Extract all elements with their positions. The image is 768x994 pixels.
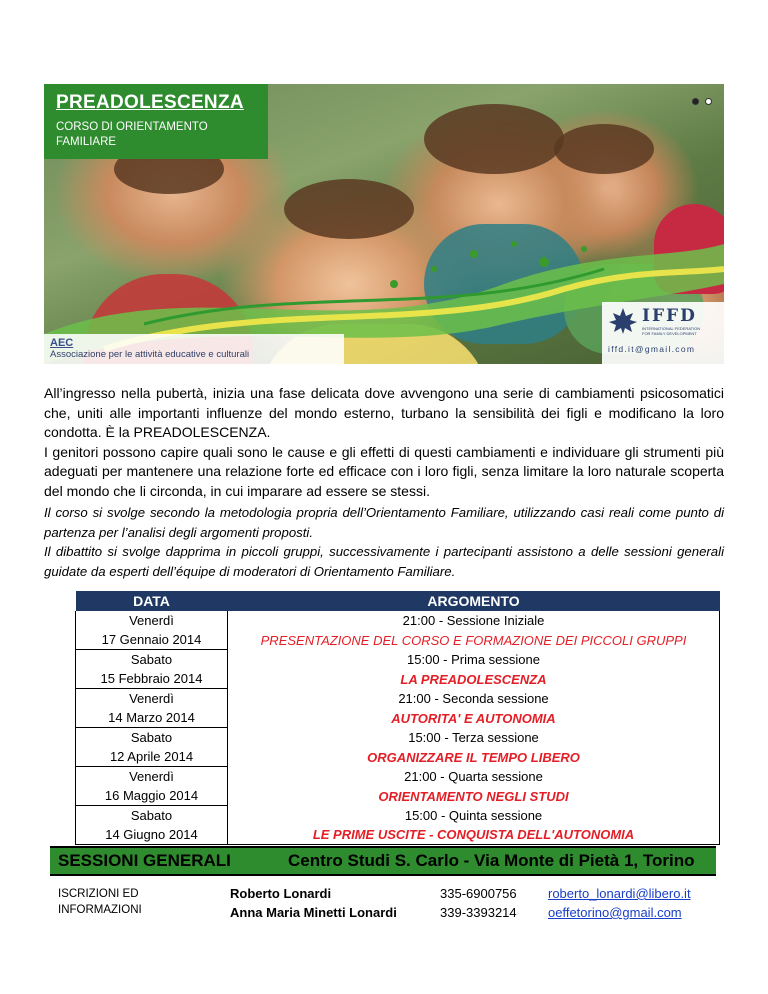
table-row (76, 630, 720, 650)
date-cell: 14 Giugno 2014 (76, 825, 228, 845)
contact-phone: 339-3393214 (440, 905, 517, 920)
date-cell: 16 Maggio 2014 (76, 786, 228, 806)
contact-phone: 335-6900756 (440, 886, 517, 901)
day-cell: Sabato (76, 650, 228, 670)
day-cell: Venerdì (76, 767, 228, 787)
contacts-label: ISCRIZIONI ED INFORMAZIONI (58, 888, 142, 916)
banner-title-box (44, 84, 268, 159)
intro-paragraph: I genitori possono capire quali sono le cause e gli effetti di questi cambiamenti e individuare gli strumenti più adeguati per mantenere una relazione forte ed efficace con i loro figli, senza limitare la loro naturale scoperta del mondo che li circonda, in cui imparare ad essere se stessi. (44, 443, 724, 499)
topic-cell: ORGANIZZARE IL TEMPO LIBERO (228, 747, 720, 767)
table-row (76, 825, 720, 845)
general-sessions-label: SESSIONI GENERALI (58, 851, 231, 870)
topic-cell: PRESENTAZIONE DEL CORSO E FORMAZIONE DEI PICCOLI GRUPPI (228, 630, 720, 650)
table-row (76, 806, 720, 826)
date-cell: 17 Gennaio 2014 (76, 630, 228, 650)
carousel-dot[interactable] (705, 98, 712, 105)
table-row (76, 728, 720, 748)
iffd-logo-box (602, 302, 724, 364)
carousel-dot[interactable] (692, 98, 699, 105)
column-header-topic: ARGOMENTO (228, 591, 720, 611)
method-text (44, 503, 724, 581)
day-cell: Sabato (76, 806, 228, 826)
date-cell: 15 Febbraio 2014 (76, 669, 228, 689)
aec-name[interactable]: AEC (50, 337, 74, 349)
contact-emails (548, 884, 691, 922)
intro-text (44, 384, 724, 501)
contact-name: Roberto Lonardi (230, 886, 332, 901)
session-cell: 15:00 - Quinta sessione (228, 806, 720, 826)
aec-description: Associazione per le attività educative e culturali (50, 349, 250, 360)
day-cell: Venerdì (76, 611, 228, 630)
aec-credit (44, 334, 344, 364)
table-row (76, 689, 720, 709)
contact-name: Anna Maria Minetti Lonardi (230, 905, 397, 920)
date-cell: 12 Aprile 2014 (76, 747, 228, 767)
table-row (76, 747, 720, 767)
topic-cell: LA PREADOLESCENZA (228, 669, 720, 689)
table-row (76, 611, 720, 630)
contact-email-link[interactable]: oeffetorino@gmail.com (548, 905, 682, 920)
iffd-subtitle: INTERNATIONAL FEDERATION FOR FAMILY DEVELOPMENT (642, 326, 701, 336)
schedule-table (75, 591, 720, 845)
table-row (76, 669, 720, 689)
iffd-letters: IFFD (642, 306, 697, 326)
session-cell: 15:00 - Terza sessione (228, 728, 720, 748)
topic-cell: LE PRIME USCITE - CONQUISTA DELL'AUTONOMIA (228, 825, 720, 845)
banner-title: PREADOLESCENZA (56, 92, 244, 113)
table-row (76, 786, 720, 806)
day-cell: Sabato (76, 728, 228, 748)
banner-subtitle: CORSO DI ORIENTAMENTO FAMILIARE (56, 121, 208, 148)
day-cell: Venerdì (76, 689, 228, 709)
carousel-dots (692, 98, 712, 105)
intro-paragraph: All’ingresso nella pubertà, inizia una fase delicata dove avvengono una serie di cambiamenti psicosomatici che, uniti alle importanti influenze del mondo esterno, turbano la sensibilità dei figli e modificano la loro condotta. È la PREADOLESCENZA. (44, 385, 724, 440)
contact-email-link[interactable]: roberto_lonardi@libero.it (548, 886, 691, 901)
session-cell: 21:00 - Seconda sessione (228, 689, 720, 709)
general-sessions-band (50, 846, 716, 876)
general-sessions-location: Centro Studi S. Carlo - Via Monte di Pietà 1, Torino (288, 851, 695, 870)
table-row (76, 650, 720, 670)
table-row (76, 708, 720, 728)
iffd-logo (608, 306, 718, 336)
table-row (76, 767, 720, 787)
method-paragraph: Il dibattito si svolge dapprima in piccoli gruppi, successivamente i partecipanti assistono a delle sessioni generali guidate da esperti dell’équipe di moderatori di Orientamento Familiare. (44, 544, 724, 579)
session-cell: 15:00 - Prima sessione (228, 650, 720, 670)
contact-names (230, 884, 397, 922)
hero-banner (44, 84, 724, 364)
date-cell: 14 Marzo 2014 (76, 708, 228, 728)
maple-leaf-icon (608, 307, 638, 335)
column-header-date: DATA (76, 591, 228, 611)
iffd-email[interactable]: iffd.it@gmail.com (608, 344, 696, 354)
method-paragraph: Il corso si svolge secondo la metodologia propria dell’Orientamento Familiare, utilizzando casi reali come punto di partenza per l’analisi degli argomenti proposti. (44, 505, 724, 540)
topic-cell: AUTORITA' E AUTONOMIA (228, 708, 720, 728)
session-cell: 21:00 - Sessione Iniziale (228, 611, 720, 630)
contact-phones (440, 884, 517, 922)
topic-cell: ORIENTAMENTO NEGLI STUDI (228, 786, 720, 806)
session-cell: 21:00 - Quarta sessione (228, 767, 720, 787)
